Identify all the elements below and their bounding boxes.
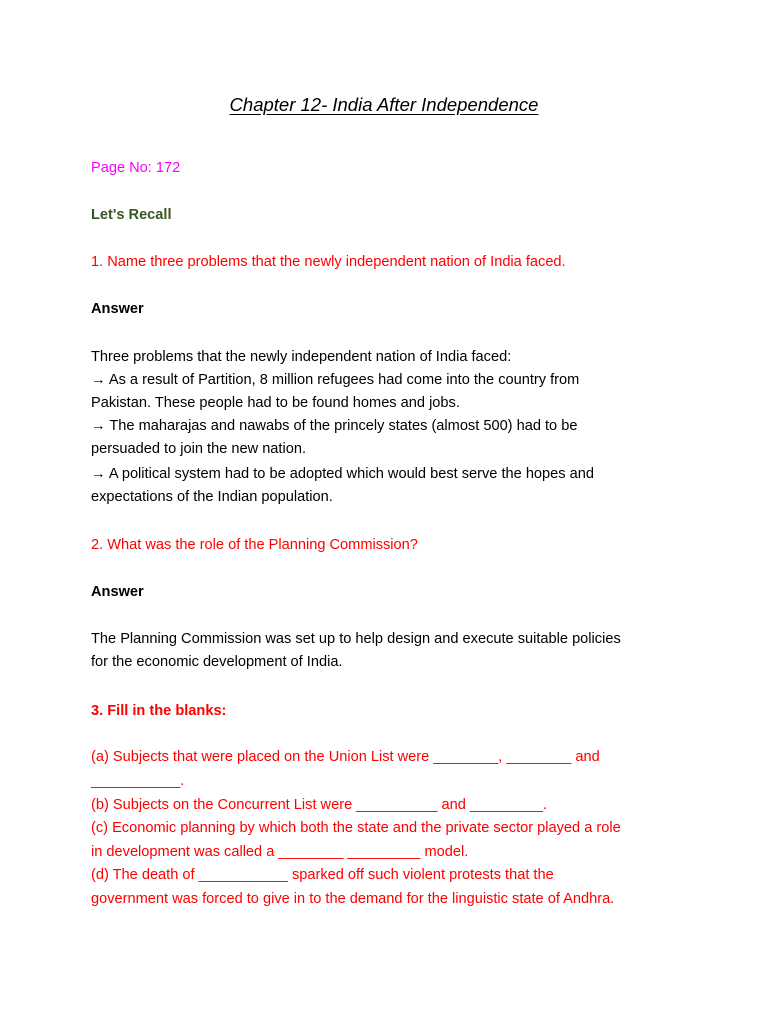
answer-1-line: → The maharajas and nawabs of the princely states (almost 500) had to be <box>91 418 578 434</box>
blank-item-line: government was forced to give in to the demand for the linguistic state of Andhra. <box>91 891 615 907</box>
question-2: 2. What was the role of the Planning Commission? <box>91 537 418 553</box>
blank-item-line: (d) The death of ___________ sparked off such violent protests that the <box>91 867 554 883</box>
answer-1-line: Pakistan. These people had to be found homes and jobs. <box>91 395 460 411</box>
blank-item-line: (a) Subjects that were placed on the Union List were ________, ________ and <box>91 749 600 765</box>
page-number: Page No: 172 <box>91 160 181 176</box>
blank-item-line: ___________. <box>91 773 185 789</box>
blank-item-line: in development was called a ________ _________ model. <box>91 844 469 860</box>
blank-item-line: (b) Subjects on the Concurrent List were __________ and _________. <box>91 797 547 813</box>
answer-2-line: for the economic development of India. <box>91 654 343 670</box>
question-3: 3. Fill in the blanks: <box>91 703 227 719</box>
blank-item-line: (c) Economic planning by which both the state and the private sector played a role <box>91 820 621 836</box>
answer-1-line: → A political system had to be adopted which would best serve the hopes and <box>91 466 594 482</box>
chapter-title: Chapter 12- India After Independence <box>229 94 539 115</box>
section-heading: Let's Recall <box>91 207 172 223</box>
question-1: 1. Name three problems that the newly independent nation of India faced. <box>91 254 566 270</box>
answer-label-2: Answer <box>91 584 144 600</box>
answer-label-1: Answer <box>91 301 144 317</box>
answer-1-line: Three problems that the newly independent nation of India faced: <box>91 349 512 365</box>
answer-1-line: → As a result of Partition, 8 million refugees had come into the country from <box>91 372 580 388</box>
answer-1-line: persuaded to join the new nation. <box>91 441 307 457</box>
answer-1-line: expectations of the Indian population. <box>91 489 333 505</box>
answer-2-line: The Planning Commission was set up to help design and execute suitable policies <box>91 631 621 647</box>
